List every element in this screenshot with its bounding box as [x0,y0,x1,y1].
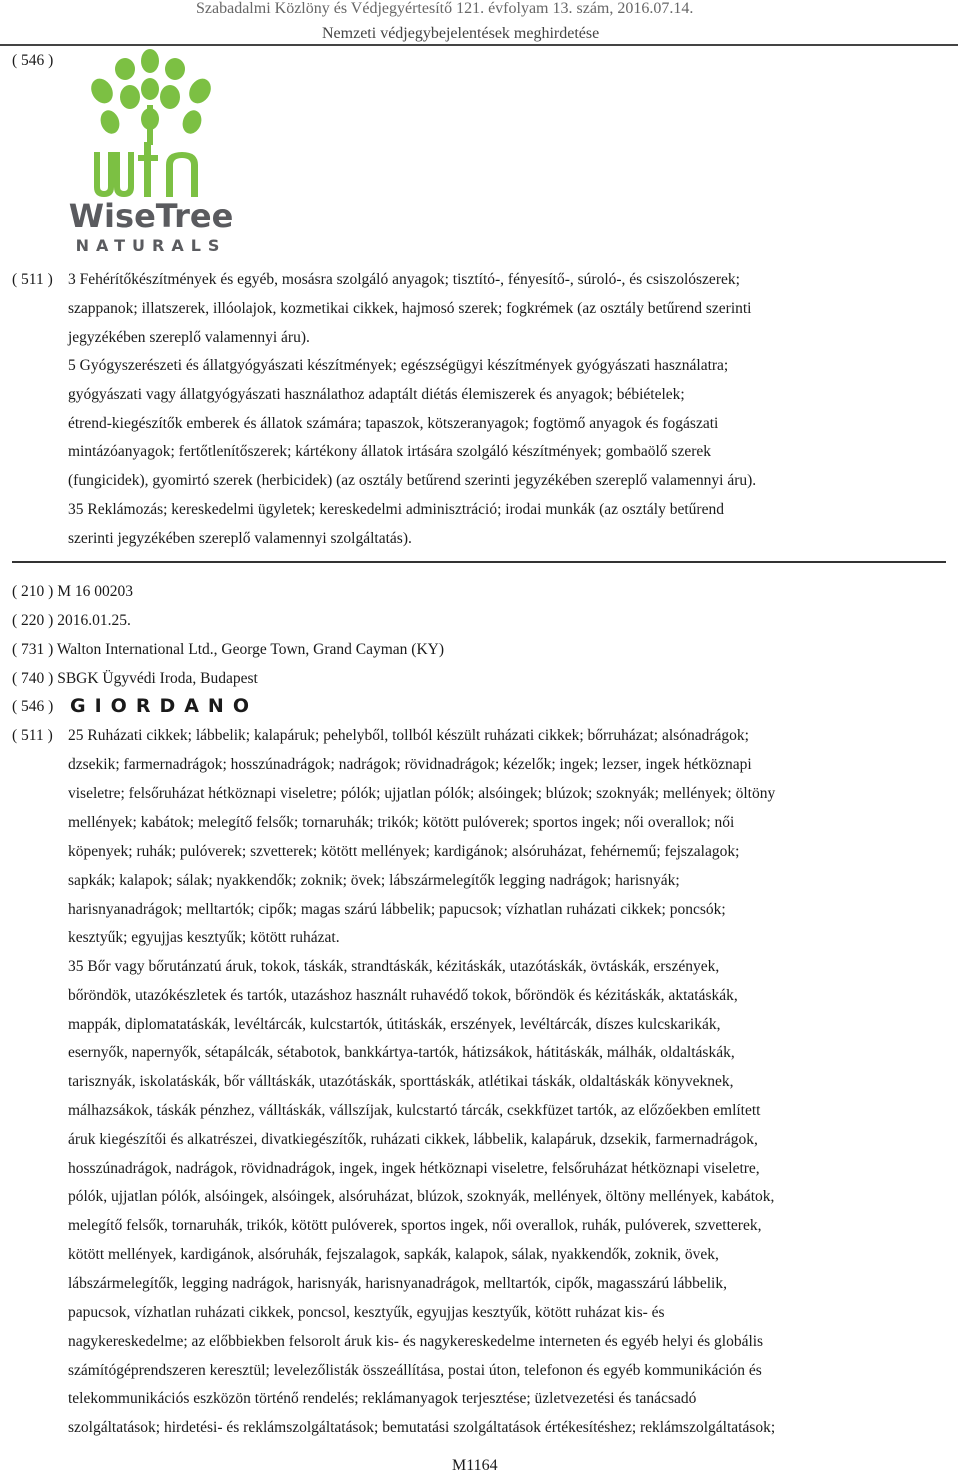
field-731: ( 731 ) Walton International Ltd., George Town, Grand Cayman (KY) [12,641,444,658]
entry2-line-5: sapkák; kalapok; sálak; nyakkendők; zoknik; övek; lábszármelegítők legging nadrágok; harisnyák; [68,872,680,889]
entry2-line-11: esernyők, napernyők, sétapálcák, sétabotok, bankkártya-tartók, hátizsákok, hátitáskák, málhák, oldaltáskák, [68,1044,735,1061]
entry2-line-8: 35 Bőr vagy bőrutánzatú áruk, tokok, táskák, strandtáskák, kézitáskák, utazótáskák, övtáskák, erszények, [68,958,720,975]
entry2-line-6: harisnyanadrágok; melltartók; cipők; magas szárú lábbelik; papucsok; vízhatlan ruházati cikkek; poncsók; [68,901,726,918]
giordano-logo [70,694,258,717]
entry2-line-18: kötött mellények, kardigánok, alsóruhák, fejszalagok, sapkák, kalapok, sálak, nyakkendők, zoknik, övek, [68,1246,719,1263]
entry2-line-2: viseletre; felsőruházat hétköznapi viseletre; pólók; ujjatlan pólók; alsóingek; blúzok; szoknyák; mellények; öltöny [68,785,776,802]
entry1-line-5: gyógyászati vagy állatgyógyászati használathoz adaptált diétás élemiszerek és anyagok; bébiételek; [68,386,685,403]
entry2-line-24: szolgáltatások; hirdetési- és reklámszolgáltatások; bemutatási szolgáltatások értékesítéshez; reklámszolgáltatások; [68,1419,776,1436]
logo-wordmark: WiseTree [68,197,234,235]
entry1-line-2: szappanok; illatszerek, illóolajok, kozmetikai cikkek, hajmosó szerek; fogkrémek (az osztály betűrend szerinti [68,300,752,317]
entry2-line-20: papucsok, vízhatlan ruházati cikkek, poncsol, kesztyűk, egyujjas kesztyűk, kötött ruházat kis- és [68,1304,665,1321]
entry2-code-546: ( 546 ) [12,698,54,715]
entry1-line-7: mintázóanyagok; fertőtlenítőszerek; kártékony állatok irtására szolgáló készítmények; gombaölő szerek [68,443,712,460]
entry1-line-6: étrend-kiegészítők emberek és állatok számára; tapaszok, kötszeranyagok; fogtömő anyagok és fogászati [68,415,719,432]
entry1-code-511: ( 511 ) [12,271,53,288]
entry2-line-4: köpenyek; ruhák; pulóverek; szvetterek; kötött mellények; kardigánok; alsóruházat, fehérnemű; fejszalagok; [68,843,740,860]
entry1-line-4: 5 Gyógyszerészeti és állatgyógyászati készítmények; egészségügyi készítmények gyógyászati használatra; [68,357,729,374]
giordano-wordmark: GIORDANO [70,695,258,717]
entry1-line-1: 3 Fehérítőkészítmények és egyéb, mosásra szolgáló anyagok; tisztító-, fényesítő-, súroló-, és csiszolószerek; [68,271,740,288]
entry2-line-7: kesztyűk; egyujjas kesztyűk; kötött ruházat. [68,929,340,946]
field-740: ( 740 ) SBGK Ügyvédi Iroda, Budapest [12,670,258,687]
entry2-line-1: dzsekik; farmernadrágok; hosszúnadrágok; nadrágok; rövidnadrágok; kézelők; ingek; lezser, ingek hétköznapi [68,756,752,773]
page-header [0,0,960,50]
entry2-line-12: tarisznyák, iskolatáskák, bőr válltáskák, utazótáskák, sporttáskák, atlétikai táskák, oldaltáskák könyveknek, [68,1073,734,1090]
field-210: ( 210 ) M 16 00203 [12,583,133,600]
entry2-line-21: nagykereskedelme; az előbbiekben felsorolt áruk kis- és nagykereskedelme interneten és egyéb helyi és globális [68,1333,764,1350]
journal-title: Szabadalmi Közlöny és Védjegyértesítő 121. évfolyam 13. szám, 2016.07.14. [196,0,694,17]
entry1-line-8: (fungicidek), gyomirtó szerek (herbicidek) (az osztály betűrend szerinti jegyzékében szereplő valamennyi áru). [68,472,757,489]
entry1-line-9: 35 Reklámozás; kereskedelmi ügyletek; kereskedelmi adminisztráció; irodai munkák (az osztály betűrend [68,501,724,518]
entry2-code-511: ( 511 ) [12,727,53,744]
entry1-line-3: jegyzékében szereplő valamennyi áru). [68,329,310,346]
header-rule [0,44,958,46]
entry2-line-13: málhazsákok, táskák pénzhez, válltáskák, vállszíjak, kulcstartó tárcák, csekkfüzet tartók, az előzőekben említett [68,1102,761,1119]
entry2-line-19: lábszármelegítők, legging nadrágok, harisnyák, harisnyanadrágok, melltartók, cipők, magasszárú lábbelik, [68,1275,727,1292]
entry2-line-23: telekommunikációs eszközön történő rendelés; reklámanyagok terjesztése; üzletvezetési és tanácsadó [68,1390,697,1407]
entry1-code-546: ( 546 ) [12,52,54,69]
page-number: M1164 [452,1457,498,1474]
entry2-line-first: 25 Ruházati cikkek; lábbelik; kalapáruk; pehelyből, tollból készült ruházati cikkek; bőrruházat; alsónadrágok; [68,727,749,744]
section-title: Nemzeti védjegybejelentések meghirdetése [322,25,600,42]
entry2-line-9: bőröndök, utazókészletek és tartók, utazáshoz használt ruhavédő tokok, bőröndök és kézitáskák, aktatáskák, [68,987,738,1004]
entry-separator [12,561,946,563]
logo-subtitle: NATURALS [75,236,227,255]
entry2-line-3: mellények; kabátok; melegítő felsők; tornaruhák; trikók; kötött pulóverek; sportos ingek; női overallok; női [68,814,735,831]
entry2-line-22: számítógéprendszeren keresztül; levelezőlisták összeállítása, postai úton, telefonon és egyéb kommunikáción és [68,1362,762,1379]
field-220: ( 220 ) 2016.01.25. [12,612,131,629]
entry1-line-10: szerinti jegyzékében szereplő valamennyi szolgáltatás). [68,530,412,547]
entry2-line-14: áruk kiegészítői és alkatrészei, divatkiegészítők, ruházati cikkek, lábbelik, kalapáruk, dzsekik, farmernadrágok, [68,1131,758,1148]
entry2-line-17: melegítő felsők, tornaruhák, trikók, kötött pulóverek, sportos ingek, női overallok, ruhák, pulóverek, szvetterek, [68,1217,762,1234]
wisetree-logo [70,47,232,257]
entry2-line-16: pólók, ujjatlan pólók, alsóingek, alsóingek, alsóruházat, blúzok, szoknyák, mellények, öltöny mellények, kabátok, [68,1188,775,1205]
entry2-line-15: hosszúnadrágok, nadrágok, rövidnadrágok, ingek, ingek hétköznapi viseletre, felsőruházat hétköznapi viseletre, [68,1160,760,1177]
entry2-line-10: mappák, diplomatatáskák, levéltárcák, kulcstartók, útitáskák, erszények, levéltárcák, díszes kulcskarikák, [68,1016,721,1033]
